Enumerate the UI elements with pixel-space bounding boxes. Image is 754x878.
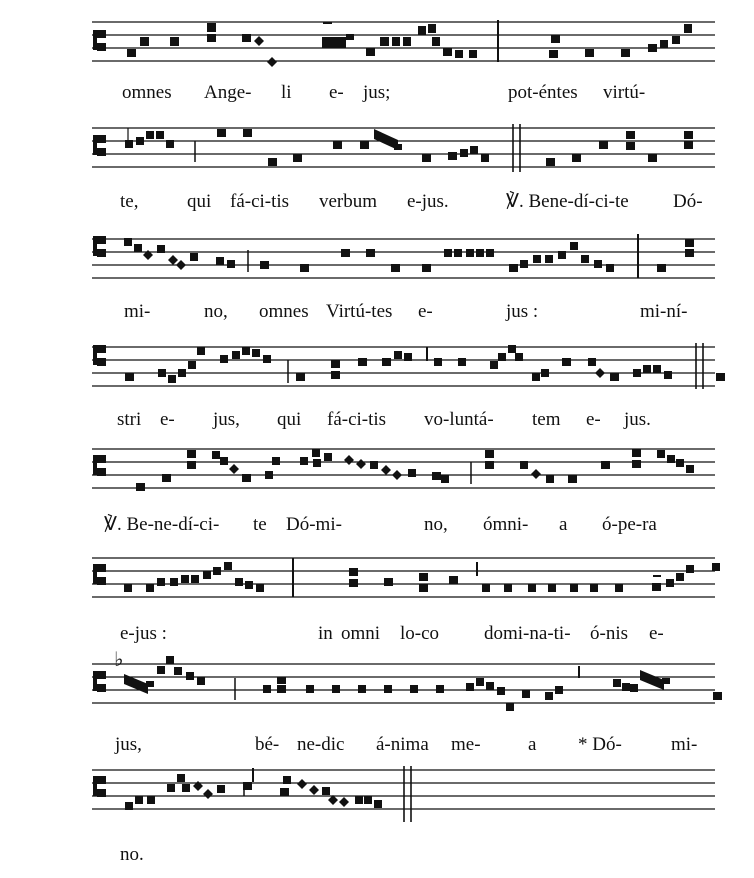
- lyric-syllable: e-: [649, 623, 664, 644]
- lyric-syllable: Ange-: [204, 82, 252, 103]
- lyric-syllable: virtú-: [603, 82, 646, 103]
- lyric-syllable: e-jus.: [407, 191, 449, 212]
- lyric-syllable: li: [281, 82, 292, 103]
- lyric-syllable: á-nima: [376, 734, 429, 755]
- lyric-syllable: omnes: [259, 301, 309, 322]
- lyric-syllable: te,: [120, 191, 139, 212]
- lyric-syllable: no.: [120, 844, 144, 865]
- chant-staff-8: [0, 760, 754, 836]
- clef-icon: [93, 236, 106, 257]
- lyric-syllable: jus;: [363, 82, 391, 103]
- lyric-syllable: pot-éntes: [508, 82, 578, 103]
- lyric-syllable: e-: [329, 82, 344, 103]
- lyric-syllable: e-: [160, 409, 175, 430]
- lyric-syllable: te: [253, 514, 267, 535]
- lyric-syllable: ne-dic: [297, 734, 345, 755]
- lyric-syllable: jus,: [115, 734, 142, 755]
- clef-icon: [93, 30, 106, 51]
- lyric-syllable: e-: [418, 301, 433, 322]
- lyric-syllable: fá-ci-tis: [230, 191, 290, 212]
- lyric-syllable: qui: [187, 191, 212, 212]
- chant-staff-6: [0, 548, 754, 624]
- lyric-syllable: Virtú-tes: [326, 301, 393, 322]
- lyric-syllable: tem: [532, 409, 561, 430]
- lyric-syllable: e-jus :: [120, 623, 167, 644]
- clef-icon: [93, 671, 106, 692]
- chant-staff-2: [0, 112, 754, 188]
- lyric-syllable: * Dó-: [578, 734, 622, 755]
- clef-icon: [93, 564, 106, 585]
- lyric-syllable: lo-co: [400, 623, 440, 644]
- lyric-syllable: omni: [341, 623, 381, 644]
- clef-icon: [93, 135, 106, 156]
- chant-staff-4: [0, 331, 754, 407]
- lyric-syllable: jus :: [506, 301, 539, 322]
- flat-icon: ♭: [114, 650, 124, 671]
- lyric-syllable: ó-pe-ra: [602, 514, 657, 535]
- lyric-syllable: in: [318, 623, 333, 644]
- lyric-syllable: me-: [451, 734, 481, 755]
- lyric-syllable: Dó-: [673, 191, 703, 212]
- lyric-syllable: ℣. Bene-dí-ci-te: [506, 191, 629, 212]
- lyric-syllable: no,: [424, 514, 448, 535]
- lyric-syllable: a: [559, 514, 568, 535]
- lyric-syllable: e-: [586, 409, 601, 430]
- lyric-syllable: a: [528, 734, 537, 755]
- lyric-syllable: jus.: [624, 409, 651, 430]
- lyric-syllable: jus,: [213, 409, 240, 430]
- lyric-syllable: ómni-: [483, 514, 529, 535]
- lyric-syllable: fá-ci-tis: [327, 409, 387, 430]
- clef-icon: [93, 345, 106, 366]
- lyric-syllable: domi-na-ti-: [484, 623, 571, 644]
- clef-icon: [93, 455, 106, 476]
- lyric-syllable: omnes: [122, 82, 172, 103]
- chant-staff-7: [0, 650, 754, 726]
- lyric-syllable: mi-: [671, 734, 698, 755]
- lyric-syllable: bé-: [255, 734, 280, 755]
- lyric-syllable: ó-nis: [590, 623, 628, 644]
- lyric-syllable: verbum: [319, 191, 378, 212]
- clef-icon: [93, 776, 106, 797]
- lyric-syllable: ℣. Be-ne-dí-ci-: [104, 514, 220, 535]
- chant-staff-1: [0, 0, 754, 76]
- lyric-syllable: no,: [204, 301, 228, 322]
- lyric-syllable: mi-ní-: [640, 301, 688, 322]
- chant-staff-3: [0, 222, 754, 298]
- chant-staff-5: [0, 439, 754, 515]
- lyric-syllable: mi-: [124, 301, 151, 322]
- lyric-syllable: stri: [117, 409, 142, 430]
- lyric-syllable: vo-luntá-: [424, 409, 494, 430]
- lyric-syllable: Dó-mi-: [286, 514, 342, 535]
- lyric-syllable: qui: [277, 409, 302, 430]
